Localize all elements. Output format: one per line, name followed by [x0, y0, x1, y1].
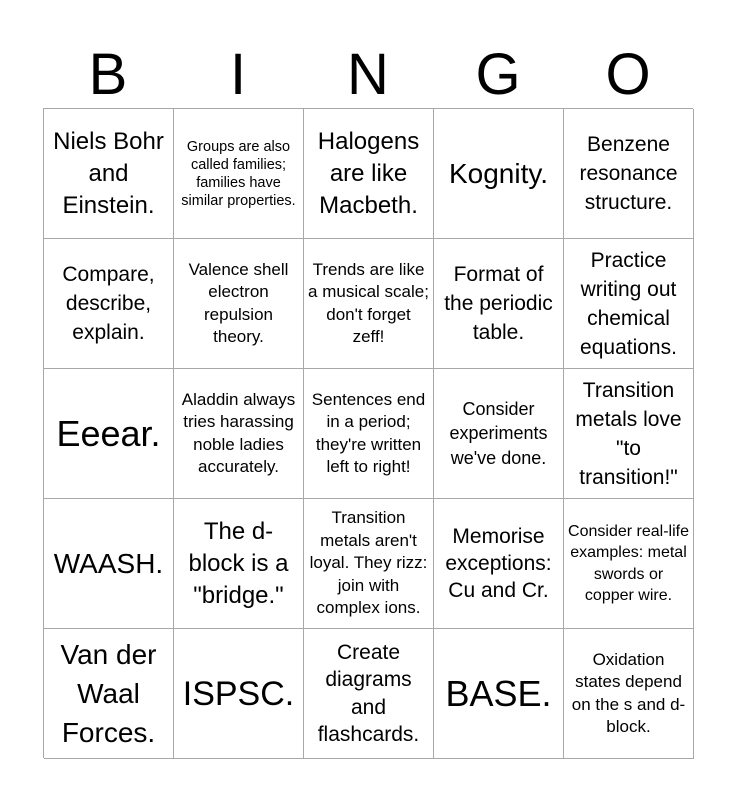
cell-text: Consider real-life examples: metal swords or copper wire. [568, 522, 689, 604]
bingo-cell[interactable] [174, 239, 304, 369]
cell-text: BASE. [445, 672, 552, 714]
cell-text: Niels Bohr and Einstein. [53, 127, 164, 219]
cell-text: Compare, describe, explain. [62, 263, 155, 344]
bingo-cell[interactable] [304, 239, 434, 369]
cell-text: Eeear. [56, 412, 161, 454]
bingo-cell[interactable] [304, 369, 434, 499]
cell-text: Sentences end in a period; they're written left to right! [311, 389, 426, 476]
bingo-card [43, 108, 693, 758]
cell-text: Aladdin always tries harassing noble ladies accurately. [181, 389, 296, 476]
cell-text: Kognity. [448, 158, 549, 189]
bingo-cell[interactable] [174, 109, 304, 239]
cell-text: Consider experiments we've done. [449, 398, 548, 468]
bingo-cell[interactable] [174, 629, 304, 759]
bingo-cell[interactable] [304, 499, 434, 629]
cell-text: Van der Waal Forces. [60, 639, 157, 748]
cell-text: Halogens are like Macbeth. [317, 127, 420, 219]
bingo-cell[interactable] [44, 109, 174, 239]
cell-text: Transition metals love "to transition!" [575, 378, 682, 489]
cell-text: Benzene resonance structure. [579, 133, 678, 214]
cell-text: Memorise exceptions: Cu and Cr. [445, 525, 552, 602]
bingo-header [43, 42, 693, 108]
header-letter-g: G [475, 42, 521, 107]
cell-text: Oxidation states depend on the s and d-block. [571, 649, 686, 736]
bingo-cell[interactable] [434, 239, 564, 369]
cell-text: ISPSC. [182, 674, 295, 713]
bingo-cell[interactable] [304, 109, 434, 239]
bingo-cell[interactable] [564, 369, 694, 499]
bingo-cell[interactable] [174, 499, 304, 629]
bingo-cell[interactable] [304, 629, 434, 759]
bingo-cell[interactable] [434, 499, 564, 629]
bingo-cell[interactable] [44, 239, 174, 369]
header-letter-n: N [347, 42, 389, 107]
bingo-cell[interactable] [564, 499, 694, 629]
header-letter-b: B [88, 42, 128, 107]
bingo-cell[interactable] [44, 499, 174, 629]
cell-text: Valence shell electron repulsion theory. [188, 259, 289, 346]
bingo-cell[interactable] [174, 369, 304, 499]
cell-text: The d-block is a "bridge." [188, 517, 289, 609]
bingo-cell[interactable] [434, 369, 564, 499]
cell-text: Format of the periodic table. [444, 263, 553, 344]
header-letter-o: O [605, 42, 651, 107]
cell-text: WAASH. [53, 548, 164, 579]
bingo-cell[interactable] [434, 629, 564, 759]
bingo-cell[interactable] [564, 109, 694, 239]
bingo-cell[interactable] [44, 629, 174, 759]
cell-text: Practice writing out chemical equations. [580, 248, 677, 359]
bingo-cell[interactable] [434, 109, 564, 239]
cell-text: Groups are also called families; families have similar properties. [181, 138, 296, 209]
bingo-cell[interactable] [44, 369, 174, 499]
bingo-cell[interactable] [564, 239, 694, 369]
cell-text: Create diagrams and flashcards. [317, 640, 420, 746]
cell-text: Transition metals aren't loyal. They rizz: join with complex ions. [309, 508, 428, 618]
cell-text: Trends are like a musical scale; don't forget zeff! [308, 259, 429, 346]
bingo-cell[interactable] [564, 629, 694, 759]
header-letter-i: I [229, 42, 247, 107]
